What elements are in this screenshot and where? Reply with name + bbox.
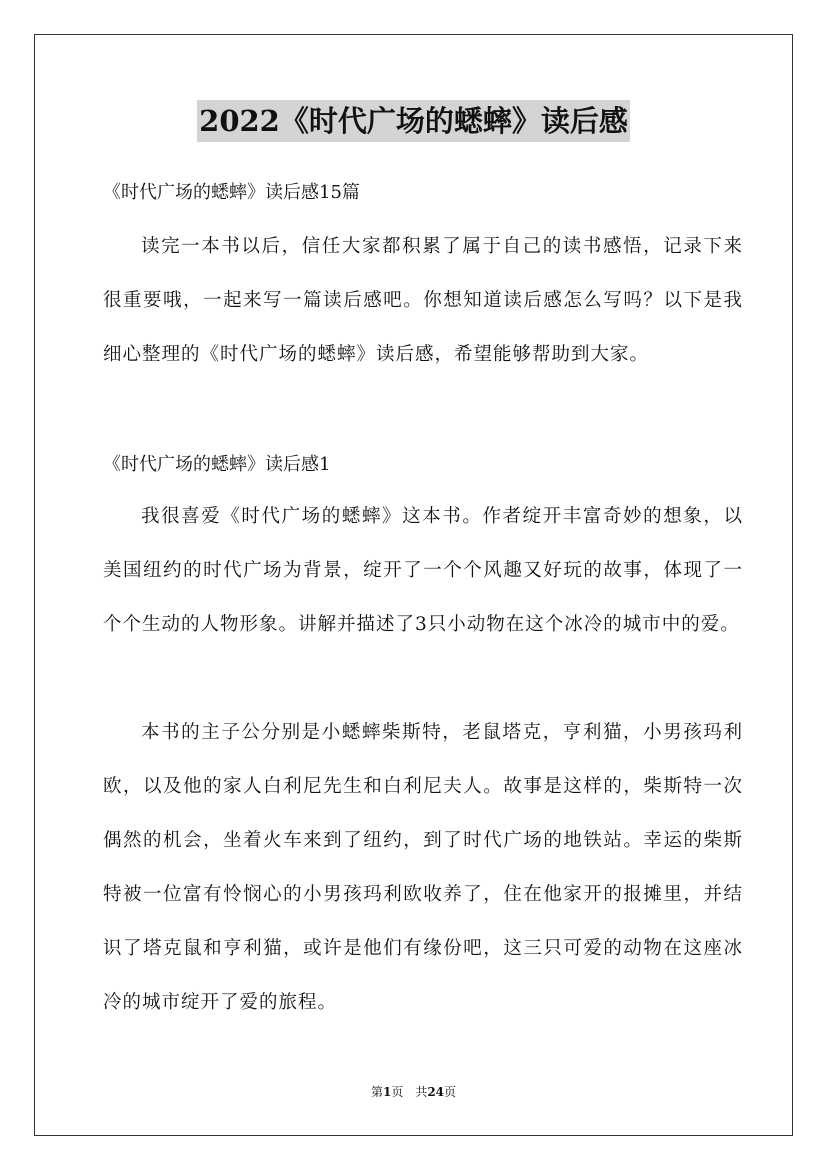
- section-heading: 《时代广场的蟋蟀》读后感1: [103, 454, 331, 475]
- body-paragraph-1: 我很喜爱《时代广场的蟋蟀》这本书。作者绽开丰富奇妙的想象，以美国纽约的时代广场为背景，绽开了一个个风趣又好玩的故事，体现了一个个生动的人物形象。讲解并描述了3只小动物在这个冰冷的城市中的爱。: [103, 506, 743, 635]
- intro-paragraph: 读完一本书以后，信任大家都积累了属于自己的读书感悟，记录下来很重要哦，一起来写一篇读后感吧。你想知道读后感怎么写吗？以下是我细心整理的《时代广场的蟋蟀》读后感，希望能够帮助到大家。: [103, 236, 743, 365]
- footer-mid: 页 共: [391, 1085, 428, 1099]
- footer-page-number: 1: [382, 1085, 392, 1099]
- footer-page-total: 24: [427, 1085, 445, 1099]
- body-paragraph-2: 本书的主子公分别是小蟋蟀柴斯特，老鼠塔克，亨利猫，小男孩玛利欧，以及他的家人白利尼先生和白利尼夫人。故事是这样的，柴斯特一次偶然的机会，坐着火车来到了纽约，到了时代广场的地铁站。幸运的柴斯特被一位富有怜悯心的小男孩玛利欧收养了，住在他家开的报摊里，并结识了塔克鼠和亨利猫，或许是他们有缘份吧，这三只可爱的动物在这座冰冷的城市绽开了爱的旅程。: [103, 722, 743, 1013]
- document-title: 2022《时代广场的蟋蟀》读后感: [197, 100, 630, 142]
- document-subtitle: 《时代广场的蟋蟀》读后感15篇: [103, 182, 360, 203]
- footer-suffix: 页: [444, 1085, 457, 1099]
- footer-prefix: 第: [370, 1085, 383, 1099]
- title-container: [0, 100, 827, 142]
- page-footer: [0, 1084, 827, 1100]
